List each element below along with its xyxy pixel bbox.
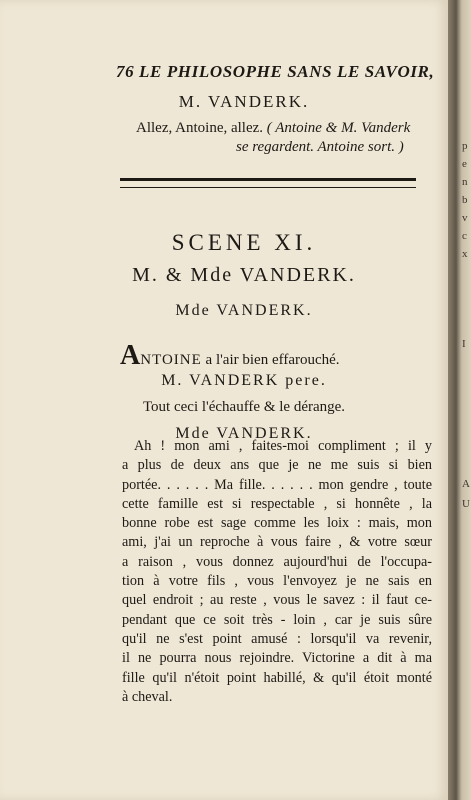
stage-direction-inline: ( Antoine & M. Vanderk bbox=[266, 120, 411, 136]
speech-line: cette famille est si respectable , si honnête , la bbox=[122, 495, 432, 512]
speech-line: tion à votre fils , vous l'envoyez je ne sais en bbox=[122, 573, 432, 590]
section-rule bbox=[120, 178, 416, 188]
speech-line: portée. . . . . . Ma fille. . . . . . mon gendre , toute bbox=[122, 476, 432, 493]
dialogue-line: Tout ceci l'échauffe & le dérange. bbox=[142, 399, 346, 415]
edge-letter: x bbox=[462, 248, 468, 260]
next-page-edge bbox=[462, 0, 471, 800]
speaker-name: M. VANDERK. bbox=[178, 92, 310, 111]
speech-line: qu'il ne s'est point amusé : lorsqu'il va revenir, bbox=[122, 630, 432, 647]
speech-line: pendant que ce soit très - loin , car je suis sûre bbox=[122, 611, 432, 628]
dialogue-text: Allez, Antoine, allez. bbox=[136, 120, 264, 136]
speech-line: a raison , vous donnez aujourd'hui de l'occupa- bbox=[122, 553, 432, 570]
edge-letter: v bbox=[462, 212, 468, 224]
speech-paragraph bbox=[122, 437, 432, 707]
stage-direction-inline-cont: se regardent. Antoine sort. ) bbox=[236, 139, 404, 155]
speech-line: quel endroit ; au reste , vous le savez : il faut ce- bbox=[122, 592, 432, 609]
speech-line: fille qu'il n'étoit point habillé, & qu'il étoit monté bbox=[122, 669, 432, 686]
edge-letter: c bbox=[462, 230, 467, 242]
edge-letter: A bbox=[462, 478, 470, 490]
drop-cap: A bbox=[120, 340, 141, 371]
speech-line: Ah ! mon ami , faites-moi compliment ; il y bbox=[134, 438, 432, 454]
speaker-name: Mde VANDERK. bbox=[175, 302, 313, 319]
speech-line: à cheval. bbox=[122, 688, 173, 705]
speech-line: il ne pourra nous rejoindre. Victorine a dit à ma bbox=[122, 650, 432, 667]
running-head: 76 LE PHILOSOPHE SANS LE SAVOIR, bbox=[116, 62, 435, 81]
speech-line: bonne robe est sage comme les loix : mais, mon bbox=[122, 515, 432, 532]
speaker-name: Mde VANDERK. bbox=[175, 425, 313, 442]
speech-line: ami, j'ai un reproche à vous faire , & votre sœur bbox=[122, 534, 432, 551]
scene-characters: M. & Mde VANDERK. bbox=[132, 264, 356, 286]
edge-letter: p bbox=[462, 140, 468, 152]
edge-letter: b bbox=[462, 194, 468, 206]
edge-letter: e bbox=[462, 158, 467, 170]
edge-letter: n bbox=[462, 176, 468, 188]
stage-direction-name: NTOINE bbox=[140, 352, 202, 368]
stage-direction-text: a l'air bien effarouché. bbox=[201, 352, 340, 368]
dialogue-line bbox=[136, 119, 436, 157]
edge-letter: I bbox=[462, 338, 466, 350]
scene-title: SCENE XI. bbox=[171, 230, 317, 255]
speaker-name: M. VANDERK pere. bbox=[161, 372, 327, 389]
speech-line: a plus de deux ans que je ne me suis si bien bbox=[122, 457, 432, 474]
stage-direction bbox=[120, 340, 440, 372]
edge-letter: U bbox=[462, 498, 470, 510]
